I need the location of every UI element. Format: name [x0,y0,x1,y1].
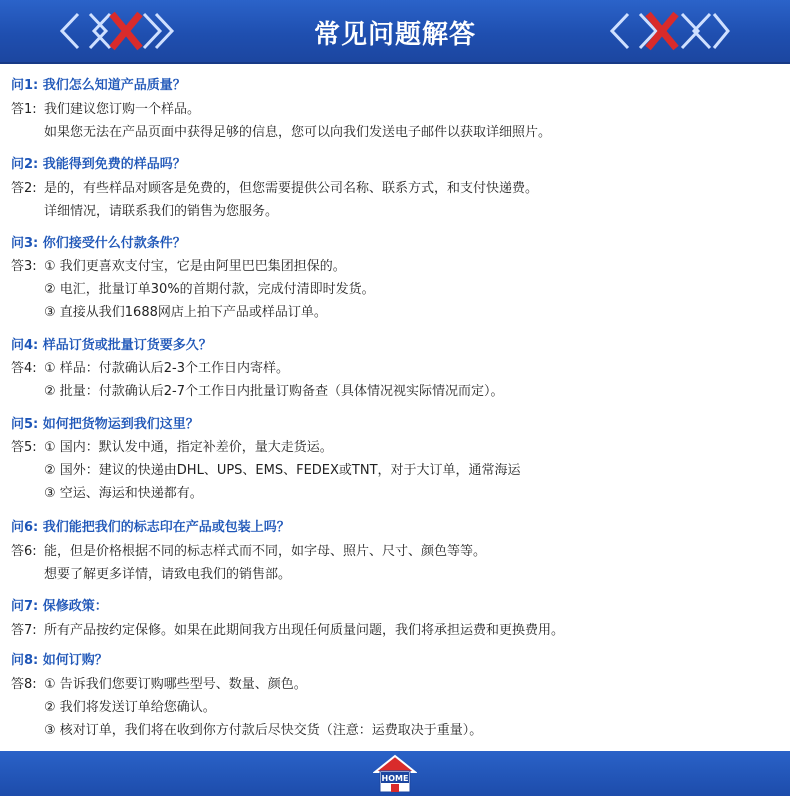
answer-label: 答6: [11,544,37,559]
answer-line: 能，但是价格根据不同的标志样式而不同，如字母、照片、尺寸、颜色等等。 [44,544,487,559]
home-icon[interactable] [373,754,417,794]
answer-label: 答2: [11,181,37,196]
answer-label: 答3: [11,259,37,274]
page-title: 常见问题解答 [313,20,476,50]
answer-line: 如果您无法在产品页面中获得足够的信息，您可以向我们发送电子邮件以获取详细照片。 [44,125,552,140]
answer-line: ① 样品：付款确认后2-3个工作日内寄样。 [44,361,290,376]
answer-line: 是的，有些样品对顾客是免费的，但您需要提供公司名称、联系方式，和支付快递费。 [44,181,539,196]
answer-line: ③ 空运、海运和快递都有。 [44,486,203,501]
answer-line: 想要了解更多详情，请致电我们的销售部。 [44,567,292,582]
answer-label: 答8: [11,677,37,692]
answer-label: 答1: [11,102,37,117]
home-label: HOME [381,774,409,783]
answer-line: ③ 核对订单，我们将在收到你方付款后尽快交货（注意：运费取决于重量）。 [44,723,483,738]
answer-line: ① 告诉我们您要订购哪些型号、数量、颜色。 [44,677,307,692]
answer-line: ② 国外：建议的快递由DHL、UPS、EMS、FEDEX或TNT，对于大订单，通常海运 [44,463,521,478]
question-heading: 问2: 我能得到免费的样品吗？ [11,157,186,172]
answer-line: 所有产品按约定保修。如果在此期间我方出现任何质量问题，我们将承担运费和更换费用。 [44,623,565,638]
answer-line: ③ 直接从我们1688网店上拍下产品或样品订单。 [44,305,327,320]
question-heading: 问6: 我们能把我们的标志印在产品或包装上吗？ [11,520,290,535]
answer-line: ① 国内：默认发中通，指定补差价，量大走货运。 [44,440,333,455]
question-heading: 问3: 你们接受什么付款条件？ [11,236,186,251]
answer-line: ② 批量：付款确认后2-7个工作日内批量订购备查（具体情况视实际情况而定）。 [44,384,504,399]
answer-label: 答7: [11,623,37,638]
answer-label: 答5: [11,440,37,455]
question-heading: 问7: 保修政策： [11,599,108,614]
answer-line: 详细情况，请联系我们的销售为您服务。 [44,204,279,219]
answer-line: ① 我们更喜欢支付宝，它是由阿里巴巴集团担保的。 [44,259,346,274]
answer-line: 我们建议您订购一个样品。 [44,102,201,117]
question-heading: 问1: 我们怎么知道产品质量？ [11,78,186,93]
answer-label: 答4: [11,361,37,376]
answer-line: ② 我们将发送订单给您确认。 [44,700,216,715]
question-heading: 问4: 样品订货或批量订货要多久？ [11,338,212,353]
page-header [0,0,790,64]
question-heading: 问5: 如何把货物运到我们这里？ [11,417,199,432]
chevron-decoration-right-icon [610,10,730,52]
question-heading: 问8: 如何订购？ [11,653,108,668]
answer-line: ② 电汇，批量订单30%的首期付款，完成付清即时发货。 [44,282,375,297]
